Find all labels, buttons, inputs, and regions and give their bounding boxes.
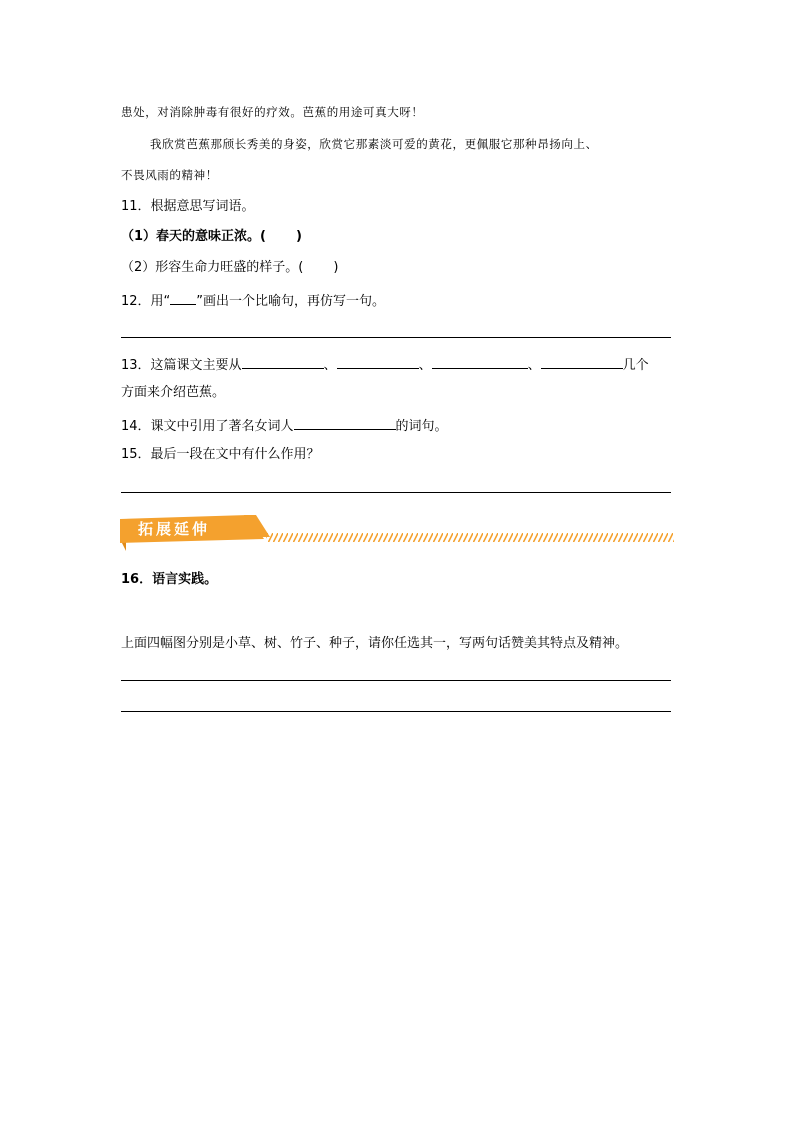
separator: 、 — [418, 358, 432, 373]
passage-line-3: 不畏风雨的精神！ — [121, 168, 218, 182]
answer-blank-13-2[interactable] — [337, 354, 419, 369]
question-16-prompt: 上面四幅图分别是小草、树、竹子、种子，请你任选其一，写两句话赞美其特点及精神。 — [121, 636, 629, 651]
answer-blank-14[interactable] — [294, 415, 396, 430]
answer-line-15[interactable] — [121, 492, 671, 493]
question-16-title: 16．语言实践。 — [121, 572, 218, 587]
question-13-post: 几个 — [622, 358, 649, 373]
question-11-sub-1 — [121, 228, 302, 246]
question-11-sub-1-close: ) — [296, 229, 302, 244]
question-11-sub-1-label: （1）春天的意味正浓。( — [121, 229, 266, 244]
passage-line-2: 我欣赏芭蕉那颀长秀美的身姿，欣赏它那素淡可爱的黄花，更佩服它那种昂扬向上、 — [150, 137, 598, 151]
answer-line-12[interactable] — [121, 337, 671, 338]
question-11-sub-2-close: ) — [333, 260, 339, 275]
answer-line-16-2[interactable] — [121, 711, 671, 712]
answer-blank-13-1[interactable] — [242, 354, 324, 369]
question-15: 15．最后一段在文中有什么作用？ — [121, 447, 320, 462]
answer-line-16-1[interactable] — [121, 680, 671, 681]
question-13-line-2: 方面来介绍芭蕉。 — [121, 385, 226, 400]
passage-line-1: 患处，对消除肿毒有很好的疗效。芭蕉的用途可真大呀！ — [121, 105, 424, 119]
section-banner-title: 拓展延伸 — [138, 520, 211, 538]
question-11-stem: 11．根据意思写词语。 — [121, 199, 255, 214]
question-12-pre: 12．用“ — [121, 294, 171, 309]
separator: 、 — [323, 358, 337, 373]
question-12 — [121, 290, 385, 311]
separator: 、 — [527, 358, 541, 373]
question-13-pre: 13．这篇课文主要从 — [121, 358, 242, 373]
answer-blank-13-4[interactable] — [541, 354, 623, 369]
underline-sample — [170, 290, 196, 305]
answer-blank-13-3[interactable] — [432, 354, 528, 369]
question-12-post: ”画出一个比喻句，再仿写一句。 — [196, 294, 386, 309]
question-13 — [121, 354, 649, 375]
banner-hatch-strip — [266, 533, 674, 542]
question-11-sub-2 — [121, 259, 338, 277]
question-14 — [121, 415, 448, 436]
question-14-pre: 14．课文中引用了著名女词人 — [121, 419, 294, 434]
question-11-sub-2-label: （2）形容生命力旺盛的样子。( — [121, 260, 304, 275]
question-14-post: 的词句。 — [395, 419, 448, 434]
